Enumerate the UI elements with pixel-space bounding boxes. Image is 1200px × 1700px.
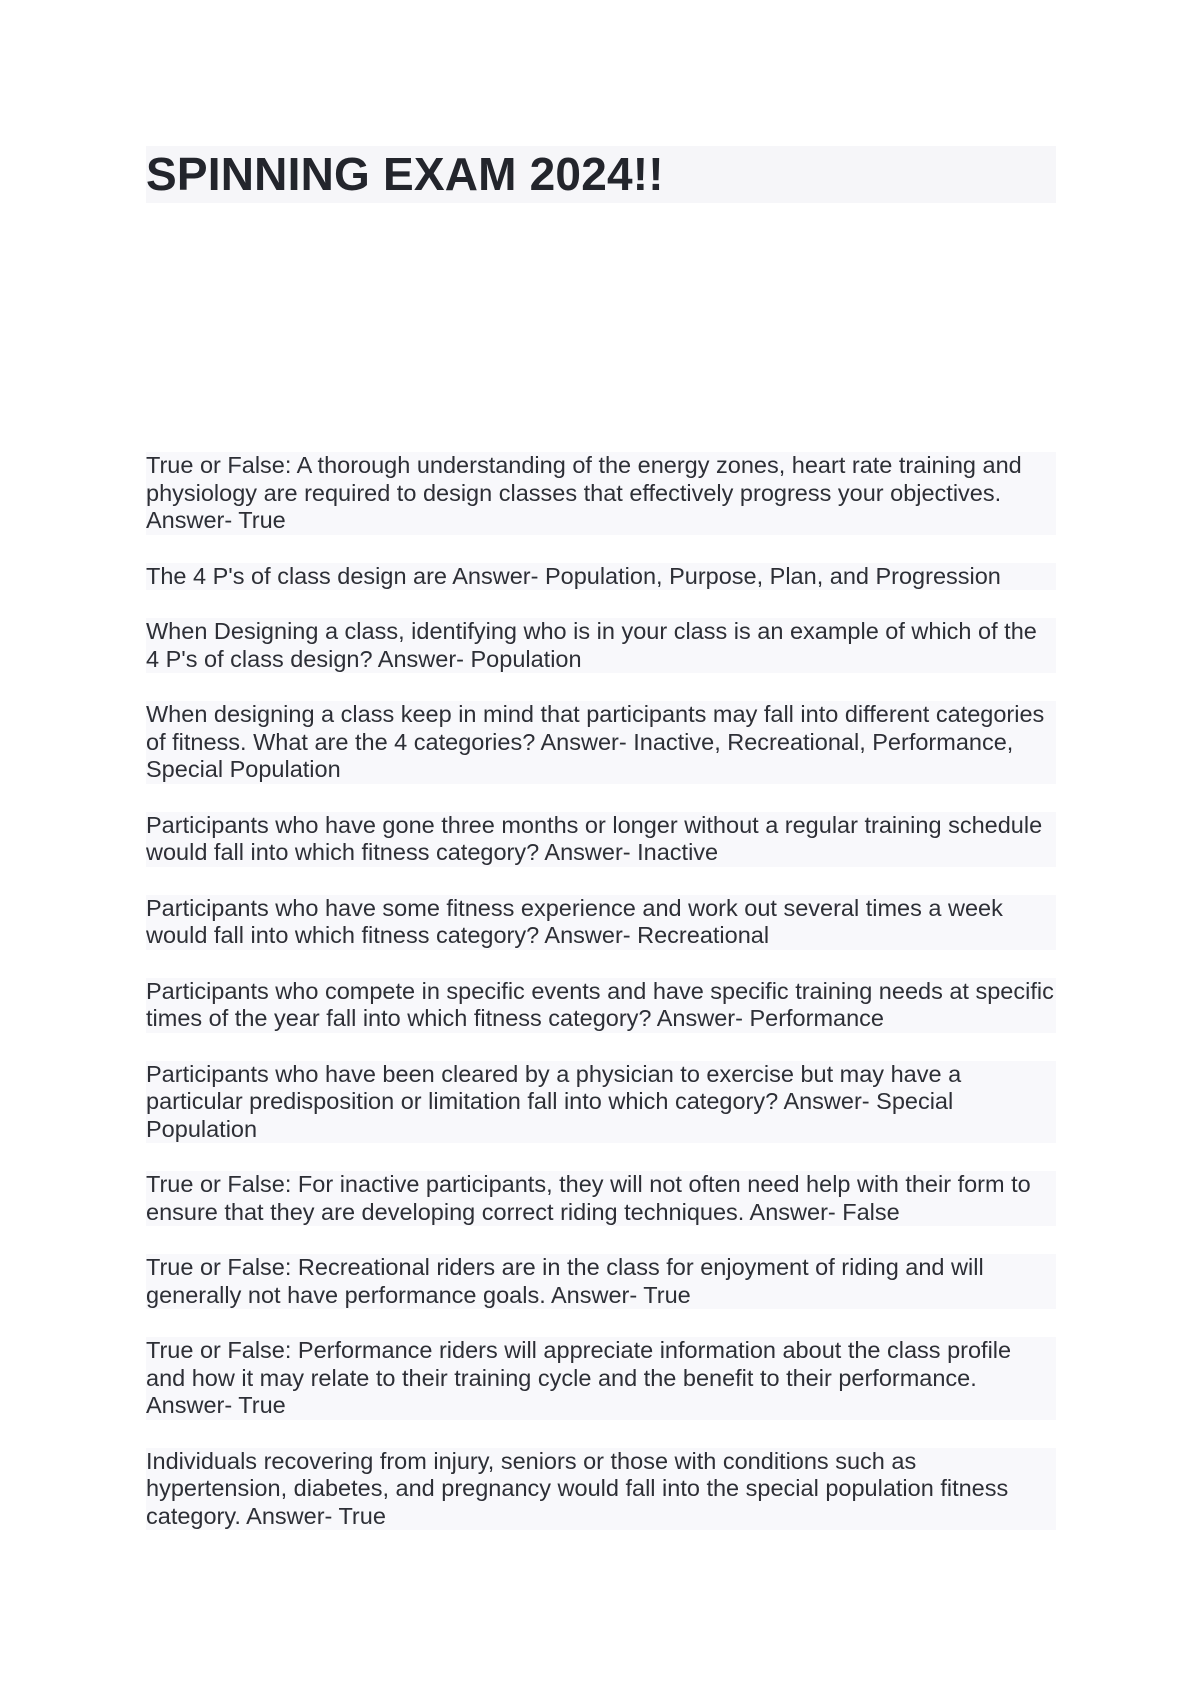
- question-item-6: [146, 895, 1056, 950]
- question-item-9: [146, 1171, 1056, 1226]
- question-item-3: [146, 618, 1056, 673]
- question-text: Participants who have some fitness experience and work out several times a week would fall into which fitness category?: [146, 894, 1003, 948]
- title-block: [146, 146, 1056, 203]
- question-text: Participants who have gone three months or longer without a regular training schedule would fall into which fitness category?: [146, 811, 1043, 865]
- answer-text: Answer- True: [246, 1502, 386, 1529]
- answer-text: Answer- Performance: [656, 1005, 884, 1031]
- answer-text: Answer- True: [550, 1281, 691, 1308]
- question-text: Participants who have been cleared by a physician to exercise but may have a particular predisposition or limitation fall into which category?: [146, 1060, 962, 1114]
- answer-text: Answer- Special Population: [146, 1088, 954, 1142]
- question-text: True or False: For inactive participants, they will not often need help with their form to ensure that they are developing correct riding techniques.: [146, 1171, 1031, 1225]
- question-text: When Designing a class, identifying who is in your class is an example of which of the 4 P's of class design?: [146, 618, 1037, 672]
- answer-text: Answer- Population: [377, 645, 582, 672]
- question-text: True or False: Recreational riders are in the class for enjoyment of riding and will generally not have performance goals.: [146, 1254, 984, 1308]
- page-title: SPINNING EXAM 2024!!: [146, 148, 664, 200]
- question-text: The 4 P's of class design are: [146, 562, 453, 589]
- answer-text: Answer- False: [749, 1198, 900, 1225]
- question-text: True or False: A thorough understanding of the energy zones, heart rate training and physiology are required to design classes that effectively progress your objectives.: [146, 452, 1022, 506]
- question-list: [146, 452, 1056, 1558]
- question-text: Participants who compete in specific events and have specific training needs at specific times of the year fall into which fitness category?: [146, 977, 1054, 1031]
- answer-text: Answer- Population, Purpose, Plan, and Progression: [452, 562, 1001, 589]
- question-item-1: [146, 452, 1056, 535]
- question-item-12: [146, 1448, 1056, 1531]
- answer-text: Answer- Inactive: [544, 839, 719, 865]
- question-item-8: [146, 1061, 1056, 1144]
- question-item-7: [146, 978, 1056, 1033]
- answer-text: Answer- Inactive, Recreational, Performance, Special Population: [146, 728, 1014, 782]
- answer-text: Answer- True: [146, 1392, 286, 1418]
- answer-text: Answer- True: [146, 507, 286, 533]
- question-text: When designing a class keep in mind that participants may fall into different categories of fitness. What are the 4 categories?: [146, 701, 1045, 755]
- question-text: Individuals recovering from injury, seniors or those with conditions such as hypertension, diabetes, and pregnancy would fall into the special population fitness category.: [146, 1447, 1009, 1529]
- question-item-5: [146, 812, 1056, 867]
- question-item-11: [146, 1337, 1056, 1420]
- question-item-10: [146, 1254, 1056, 1309]
- question-item-2: [146, 563, 1056, 591]
- question-item-4: [146, 701, 1056, 784]
- question-text: True or False: Performance riders will appreciate information about the class profile and how it may relate to their training cycle and the benefit to their performance.: [146, 1337, 1012, 1391]
- answer-text: Answer- Recreational: [544, 922, 770, 948]
